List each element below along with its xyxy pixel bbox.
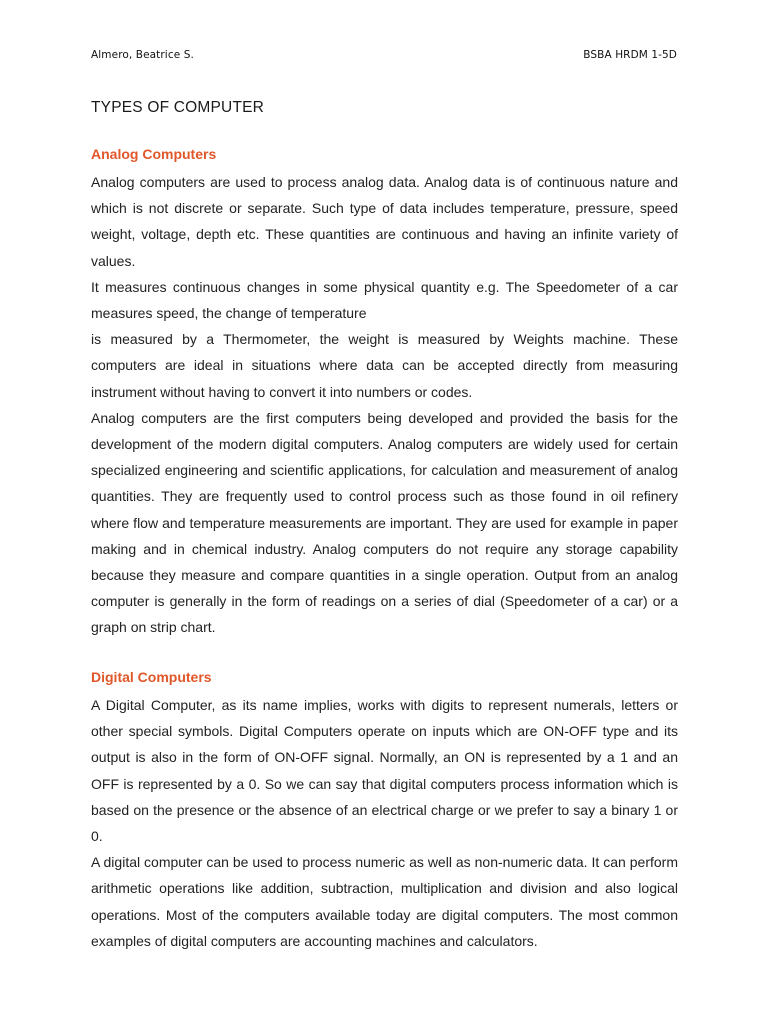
paragraph-analog-2: It measures continuous changes in some physical quantity e.g. The Speedometer of a car measures speed, the change of temperature <box>91 278 678 322</box>
page-header <box>91 49 677 69</box>
paragraph-analog-4: Analog computers are the first computers being developed and provided the basis for the development of the modern digital computers. Analog computers are widely used for certain specialized engineering and scientific applications, for calculation and measurement of analog quantities. They are frequently used to control process such as those found in oil refinery where flow and temperature measurements are important. They are used for example in paper making and in chemical industry. Analog computers do not require any storage capability because they measure and compare quantities in a single operation. Output from an analog computer is generally in the form of readings on a series of dial (Speedometer of a car) or a graph on strip chart. <box>91 409 678 636</box>
section-heading-digital: Digital Computers <box>91 669 212 685</box>
paragraph-digital-2: A digital computer can be used to process numeric as well as non-numeric data. It can perform arithmetic operations like addition, subtraction, multiplication and division and also logical operations. Most of the computers available today are digital computers. The most common examples of digital computers are accounting machines and calculators. <box>91 854 678 949</box>
paragraph-digital-1: A Digital Computer, as its name implies, works with digits to represent numerals, letters or other special symbols. Digital Computers operate on inputs which are ON-OFF type and its output is also in the form of ON-OFF signal. Normally, an ON is represented by a 1 and an OFF is represented by a 0. So we can say that digital computers process information which is based on the presence or the absence of an electrical charge or we prefer to say a binary 1 or 0. <box>91 697 678 845</box>
header-author: Almero, Beatrice S. <box>91 49 194 61</box>
section-heading-analog: Analog Computers <box>91 146 217 162</box>
section-analog-computers <box>91 145 678 641</box>
paragraph-analog-1: Analog computers are used to process analog data. Analog data is of continuous nature and which is not discrete or separate. Such type of data includes temperature, pressure, speed weight, voltage, depth etc. These quantities are continuous and having an infinite variety of values. <box>91 174 678 269</box>
section-digital-computers <box>91 668 678 954</box>
paragraph-analog-3: is measured by a Thermometer, the weight is measured by Weights machine. These computers are ideal in situations where data can be accepted directly from measuring instrument without having to convert it into numbers or codes. <box>91 331 678 400</box>
header-course: BSBA HRDM 1-5D <box>583 49 677 61</box>
document-title: TYPES OF COMPUTER <box>91 99 265 116</box>
